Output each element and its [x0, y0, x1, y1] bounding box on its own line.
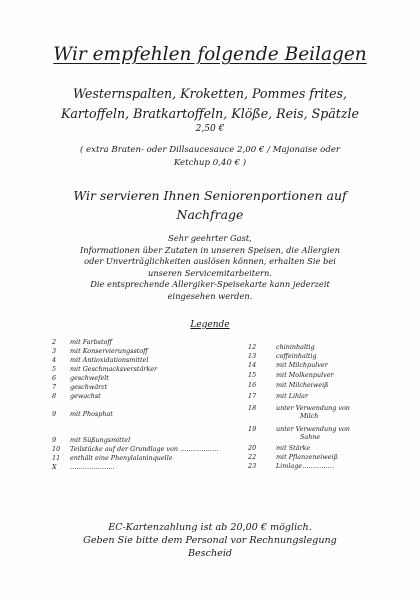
legend-text: mit Molkenpulver [276, 371, 334, 379]
legend-number: 7 [52, 383, 57, 391]
legend-text: unter Verwendung von [276, 425, 350, 433]
legend-number: 9 [52, 436, 57, 444]
legend-number: 12 [248, 343, 257, 351]
legend-text: ………………… [70, 463, 115, 471]
extras-note [30, 144, 390, 170]
legend-text: chininhaltig [276, 343, 315, 351]
allergen-info [20, 233, 400, 303]
legend-text: Limlage…………… [276, 462, 335, 470]
info-line: unseren Servicemitarbeitern. [147, 267, 272, 278]
side-dishes-price: 2,50 € [195, 124, 225, 134]
legend-number: 2 [52, 338, 57, 346]
legend-number: 15 [248, 371, 257, 379]
info-line: Die entsprechende Allergiker-Speisekarte kann jederzeit [90, 279, 330, 290]
info-line: Informationen über Zutaten in unseren Speisen, die Allergien [79, 244, 341, 255]
card-payment-note [20, 522, 400, 560]
senior-portions-note [30, 186, 390, 224]
legend-text: geschwefelt [70, 374, 109, 382]
side-dishes-list [20, 84, 400, 124]
extras-line: Ketchup 0,40 € ) [173, 158, 247, 168]
legend-number: 20 [248, 444, 257, 452]
legend-number: 8 [52, 392, 57, 400]
legend-number: 3 [52, 347, 57, 355]
legend-number: 17 [248, 392, 257, 400]
legend-number: 16 [248, 381, 257, 389]
senior-line: Nachfrage [176, 207, 244, 222]
legend-number: 4 [52, 356, 57, 364]
legend-number: 22 [248, 453, 257, 461]
legend-number: 13 [248, 352, 257, 360]
page-title: Wir empfehlen folgende Beilagen [53, 44, 367, 65]
legend-number: 5 [52, 365, 57, 373]
legend-number: 10 [52, 445, 61, 453]
legend-text: enthält eine Phenylalaninquelle [70, 454, 173, 462]
legend-text: mit Milchpulver [276, 361, 328, 369]
legend-number: 11 [52, 454, 61, 462]
legend-number: 23 [248, 462, 257, 470]
legend-text: Teilstücke auf der Grundlage von ……………… [70, 445, 219, 453]
side-dishes-line: Kartoffeln, Bratkartoffeln, Klöße, Reis, Spätzle [61, 106, 359, 121]
legend-text: geschwärzt [70, 383, 108, 391]
legend-text: mit Lihlar [276, 392, 309, 400]
legend-number: 18 [248, 404, 257, 412]
ec-line: Geben Sie bitte dem Personal vor Rechnungslegung [83, 534, 337, 546]
legend-text: mit Süßungsmittel [70, 436, 131, 444]
ec-line: Bescheid [187, 547, 233, 559]
side-dishes-line: Westernspalten, Kroketten, Pommes frites, [73, 86, 347, 101]
info-line: eingesehen werden. [167, 290, 253, 301]
legend-text: gewachst [70, 392, 101, 400]
legend-text: mit Milcheiweiß [276, 381, 329, 389]
legend-text: unter Verwendung von [276, 404, 350, 412]
info-line: Sehr geehrter Gast, [168, 233, 252, 243]
legend-number: 6 [52, 374, 57, 382]
ec-line: EC-Kartenzahlung ist ab 20,00 € möglich. [108, 522, 312, 533]
legend-text: mit Konservierungsstoff [70, 347, 148, 355]
legend-text: Sahne [300, 433, 321, 441]
legend-number: X [52, 463, 57, 471]
info-line: oder Unverträglichkeiten auslösen können, erhalten Sie bei [84, 256, 336, 267]
extras-line: ( extra Braten- oder Dillsaucesauce 2,00 € / Majonaise oder [79, 145, 341, 155]
legend-text: mit Geschmacksverstärker [70, 365, 158, 373]
legend-text: coffeinhaltig [276, 352, 317, 360]
legend-number: 19 [248, 425, 257, 433]
legend-text: mit Pflanzeneiweiß [276, 453, 338, 461]
legend-text: mit Farbstoff [70, 338, 112, 346]
legend-text: mit Stärke [276, 444, 311, 452]
legend-text: mit Antioxidationsmittel [70, 356, 149, 364]
senior-line: Wir servieren Ihnen Seniorenportionen auf [73, 188, 347, 203]
legend-text: Milch [300, 412, 319, 420]
legend-number: 14 [248, 361, 257, 369]
legend-title: Legende [190, 320, 230, 330]
legend-number: 9 [52, 410, 57, 418]
legend-text: mit Phosphat [70, 410, 113, 418]
